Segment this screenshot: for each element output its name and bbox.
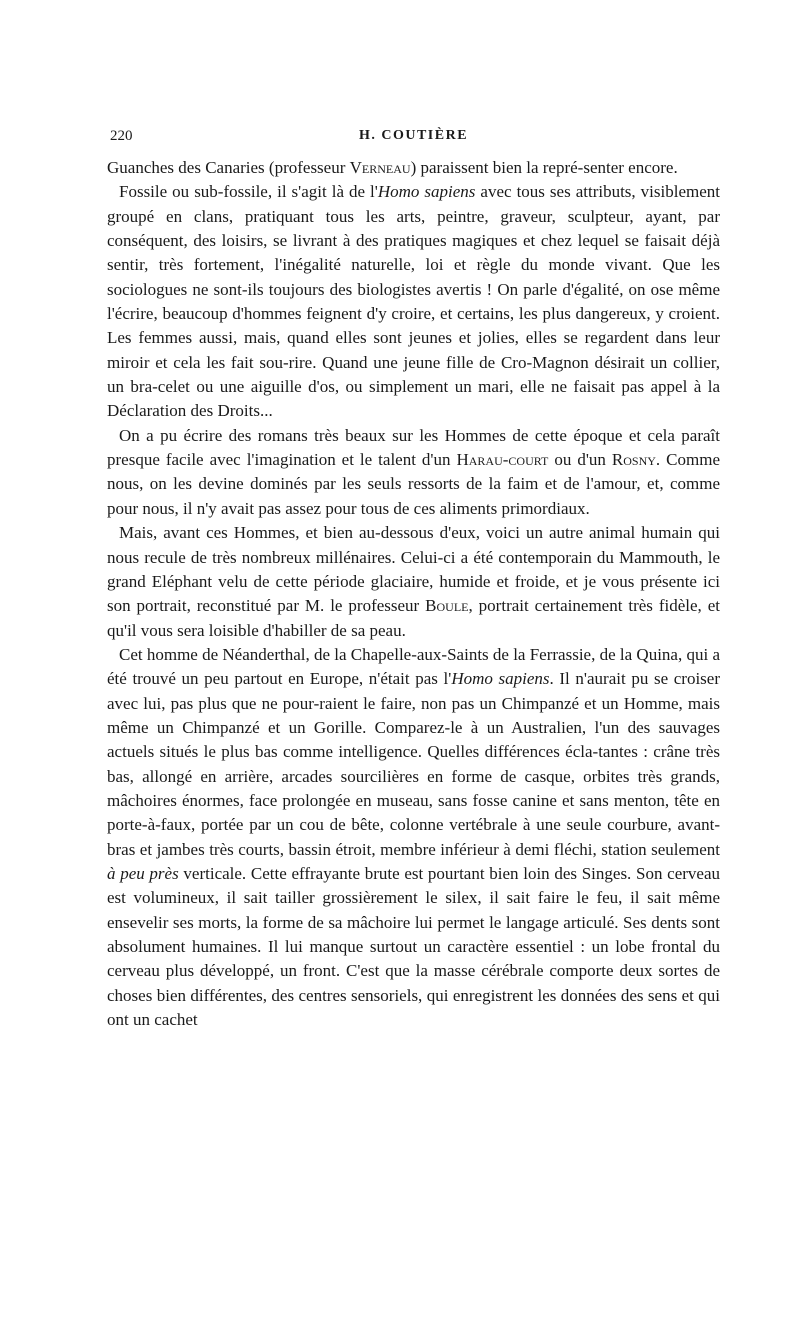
running-head (107, 124, 720, 150)
page-number: 220 (110, 128, 133, 144)
text-run: Guanches des Canaries (professeur (107, 158, 350, 177)
italic-text: Homo sapiens (377, 182, 476, 202)
text-run: ou d'un (548, 450, 612, 470)
text-run: Fossile ou sub-fossile, il s'agit là de l' (119, 182, 378, 202)
text-run: On a pu écrire des romans très beaux sur les Hommes de cette époque et cela paraît presque facile avec l'imagination et le talent d'un (107, 425, 720, 470)
text-run: ) paraissent bien la repré-senter encore. (410, 158, 678, 177)
running-title: H. COUTIÈRE (358, 128, 469, 143)
small-caps-name: Boule (425, 596, 469, 616)
small-caps-name: Rosny (611, 450, 656, 470)
paragraph (107, 424, 720, 521)
text-run: avec tous ses attributs, visiblement groupé en clans, pratiquant tous les arts, peintre, graveur, sculpteur, ayant, par conséquent, des loisirs, se livrant à des pratiques magiques et chez lequel se faisait déjà sentir, très fortement, l'inégalité naturelle, loi et règle du monde vivant. Que les sociologues ne sont-ils toujours des biologistes avertis ! On parle d'égalité, on ose même l'écrire, beaucoup d'hommes feignent d'y croire, et certains, les plus dangereux, y croient. Les femmes aussi, mais, quand elles sont jeunes et jolies, elles se regardent dans leur miroir et cela les fait sou-rire. Quand une jeune fille de Cro-Magnon désirait un collier, un bra-celet ou une aiguille d'os, ou simplement un mari, elle ne faisait pas appel à la Déclaration des Droits... (107, 182, 720, 421)
paragraph (107, 521, 720, 643)
text-run: , portrait certainement très fidèle, et qu'il vous sera loisible d'habiller de sa peau. (107, 596, 720, 640)
text-run: Mais, avant ces Hommes, et bien au-dessous d'eux, voici un autre animal humain qui nous recule de très nombreux millénaires. Celui-ci a été contemporain du Mammouth, le grand Eléphant velu de cette période glaciaire, humide et froide, et je vous présente ici son portrait, reconstitué par M. le professeur (107, 523, 720, 616)
text-run: . Il n'aurait pu se croiser avec lui, pas plus que ne pour-raient le faire, non pas un Chimpanzé et un Homme, mais même un Chimpanzé et un Gorille. Comparez-le à un Australien, l'un des sauvages actuels situés le plus bas comme intelligence. Quelles différences écla-tantes : crâne très bas, allongé en arrière, arcades sourcilières en forme de casque, orbites très grands, mâchoires énormes, face prolongée en museau, sans fosse canine et sans menton, tête en porte-à-faux, portée par un cou de bête, colonne vertébrale à une seule courbure, avant-bras et jambes très courts, bassin étroit, membre inférieur à demi fléchi, station seulement (107, 669, 720, 859)
paragraph (107, 643, 720, 1033)
small-caps-name: Verneau (349, 158, 411, 177)
paragraph (107, 156, 720, 180)
italic-text: Homo sapiens (451, 669, 550, 689)
text-run: Cet homme de Néanderthal, de la Chapelle-aux-Saints de la Ferrassie, de la Quina, qui a été trouvé un peu partout en Europe, n'était pas l' (107, 644, 720, 689)
text-run: . Comme nous, on les devine dominés par les seuls ressorts de la faim et de l'amour, et, comme pour nous, il n'y avait pas assez pour tous de ces aliments primordiaux. (107, 450, 720, 518)
italic-text: à peu près (107, 863, 179, 883)
text-run: verticale. Cette effrayante brute est pourtant bien loin des Singes. Son cerveau est volumineux, il sait tailler grossièrement le silex, il sait faire le feu, il sait même ensevelir ses morts, la forme de sa mâchoire lui permet le langage articulé. Ses dents sont absolument humaines. Il lui manque surtout un caractère essentiel : un lobe frontal du cerveau plus développé, un front. C'est que la masse cérébrale comporte deux sortes de choses bien différentes, des centres sensoriels, qui enregistrent les données des sens et qui ont un cachet (107, 863, 720, 1030)
small-caps-name: Harau-court (456, 450, 549, 470)
book-page (107, 124, 720, 1032)
body-text (107, 156, 720, 1032)
paragraph (107, 180, 720, 423)
